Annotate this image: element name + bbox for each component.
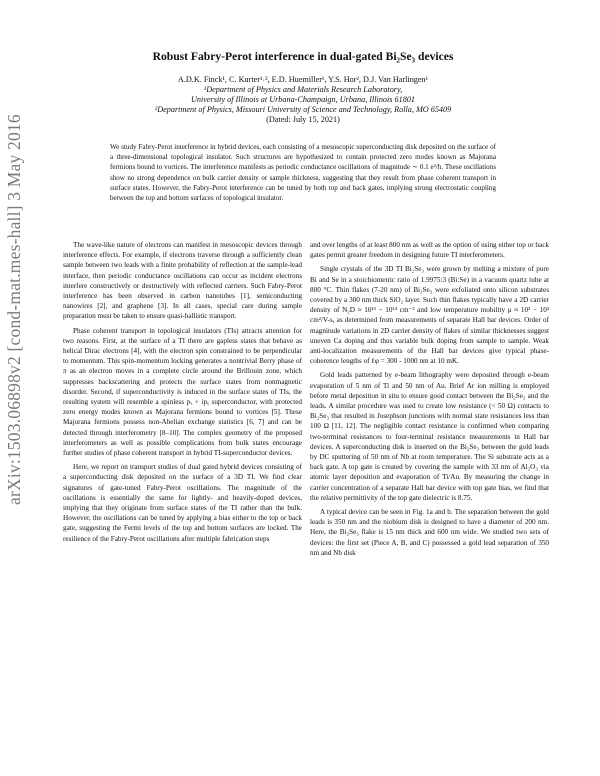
left-column — [63, 240, 302, 770]
right-column — [310, 240, 549, 770]
body-paragraph: A typical device can be seen in Fig. 1a and b. The separation between the gold leads is 350 nm and the niobium disk is designed to have a diameter of 200 nm. Here, the Bi₂Se₃ flake is 15 nm thick and 600 nm wide. We studied two sets of devices: the first set (Piece A, B, and C) possessed a gold lead separation of 350 nm and Nb disk — [310, 508, 549, 557]
author-list: A.D.K. Finck¹, C. Kurter¹˒², E.D. Huemiller¹, Y.S. Hor², D.J. Van Harlingen¹ — [177, 75, 429, 84]
affiliation-line: ¹Department of Physics and Materials Research Laboratory, — [203, 85, 403, 94]
abstract: We study Fabry-Perot interference in hybrid devices, each consisting of a mesoscopic superconducting disk deposited on the surface of a three-dimensional topological insulator. Such structures are hypothesized to contain protected zero modes known as Majorana fermions bound to vortices. The interference manifests as periodic conductance oscillations of magnitude ∼ 0.1 e²/h. These oscillations show no strong dependence on bulk carrier density or sample thickness, suggesting that they result from phase coherent transport in surface states. However, the Fabry-Perot interference can be tuned by both top and back gates, implying strong electrostatic coupling between the top and bottom surfaces of topological insulator. — [110, 143, 496, 203]
body-paragraph: Gold leads patterned by e-beam lithography were deposited through e-beam evaporation of 5 nm of Ti and 50 nm of Au. Brief Ar ion milling is employed before metal deposition in situ to ensure good contact between the Bi₂Se₃ and the leads. A similar procedure was used to create low resistance (< 50 Ω) contacts to Bi₂Se₃ that resulted in Josephson junctions with normal state resistances less than 100 Ω [11, 12]. The negligible contact resistance is confirmed when comparing two-terminal resistances to four-terminal resistance measurements in Hall bar devices. A superconducting disk is inserted on the Bi₂Se₃ between the gold leads by DC sputtering of 50 nm of Nb at room temperature. The Si substrate acts as a back gate. A top gate is created by covering the sample with 33 nm of Al₂O₃ via atomic layer deposition and evaporation of Ti/Au. By measuring the change in carrier concentration of a separate Hall bar device with top gate bias, we find that the relative permittivity of the top gate dielectric is 8.75. — [310, 371, 549, 502]
author-block — [60, 75, 546, 125]
arxiv-identifier-stamp: arXiv:1503.06898v2 [cond-mat.mes-hall] 3 May 2016 — [4, 114, 24, 506]
affiliation-line: University of Illinois at Urbana-Champaign, Urbana, Illinois 61801 — [190, 95, 416, 104]
paper-title: Robust Fabry-Perot interference in dual-gated Bi₂Se₃ devices — [152, 50, 454, 63]
body-paragraph: The wave-like nature of electrons can manifest in mesoscopic devices through interference effects. For example, if electrons traverse through a sufficiently clean sample between two leads with a finite probability of reflection at the sample-lead interface, then periodic conductance oscillations can occur as incident electrons interfere constructively or destructively with reflected carriers. Such Fabry-Perot interference has been observed in carbon nanotubes [1], semiconducting nanowires [2], and graphene [3]. In all cases, special care during sample preparation must be taken to ensure quasi-ballistic transport. — [63, 241, 302, 321]
affiliation-line: ²Department of Physics, Missouri University of Science and Technology, Rolla, MO 65409 — [154, 105, 452, 114]
body-paragraph: Here, we report on transport studies of dual gated hybrid devices consisting of a superconducting disk deposited on the surface of a 3D TI. We find clear signatures of gate-tuned Fabry-Perot oscillations. The magnitude of the oscillations is essentially the same for lightly- and heavily-doped devices, implying that they originate from surface states of the TI rather than the bulk. However, the oscillations can be tuned by applying a bias either to the top or back gate, suggesting the Fermi levels of the top and bottom surfaces are locked. The resilience of the Fabry-Perot oscillations after multiple fabrication steps — [63, 463, 302, 543]
body-paragraph: Single crystals of the 3D TI Bi₂Se₃ were grown by melting a mixture of pure Bi and Se in a stoichiometric ratio of 1.9975:3 (Bi:Se) in a vacuum quartz tube at 800 °C. Thin flakes (7-20 nm) of Bi₂Se₃ were exfoliated onto silicon substrates covered by a 300 nm thick SiO₂ layer. Such thin flakes typically have a 2D carrier density of N₂D ≈ 10¹³ − 10¹⁴ cm⁻² and low temperature mobility μ ≈ 10² − 10³ cm²/V-s, as determined from measurements of separate Hall bar devices. Order of magnitude variations in 2D carrier density of flakes of similar thicknesses suggest uneven Ca doping and thus variable bulk doping from sample to sample. Weak anti-localization measurements of the Hall bar devices give typical phase-coherence lengths of ℓφ = 300 - 1000 nm at 10 mK. — [310, 265, 549, 366]
dated-line: (Dated: July 15, 2021) — [266, 115, 340, 124]
body-paragraph: and over lengths of at least 800 nm as well as the option of using either top or back gates permit greater freedom in designing future TI interferometers. — [310, 241, 549, 260]
body-paragraph: Phase coherent transport in topological insulators (TIs) attracts attention for two reasons. First, at the surface of a TI there are gapless states that behave as helical Dirac electrons [4], with the electron spin constrained to be perpendicular to momentum. This spin-momentum locking generates a nontrivial Berry phase of π as an electron moves in a complete circle around the Brillouin zone, which suppresses backscattering and protects the surface states from nonmagnetic disorder. Second, if superconductivity is induced in the surface states of TIs, the resulting system will resemble a spinless pₓ + ipᵧ superconductor, with protected zero energy modes known as Majorana fermions bound to vortices [5]. These Majorana fermions possess non-Abelian exchange statistics [6, 7] and can be detected through interferometry [8–10]. The complex geometry of the proposed interferometers as well as possible complications from bulk states encourage further studies of phase coherent transport in hybrid TI-superconductor devices. — [63, 326, 302, 458]
